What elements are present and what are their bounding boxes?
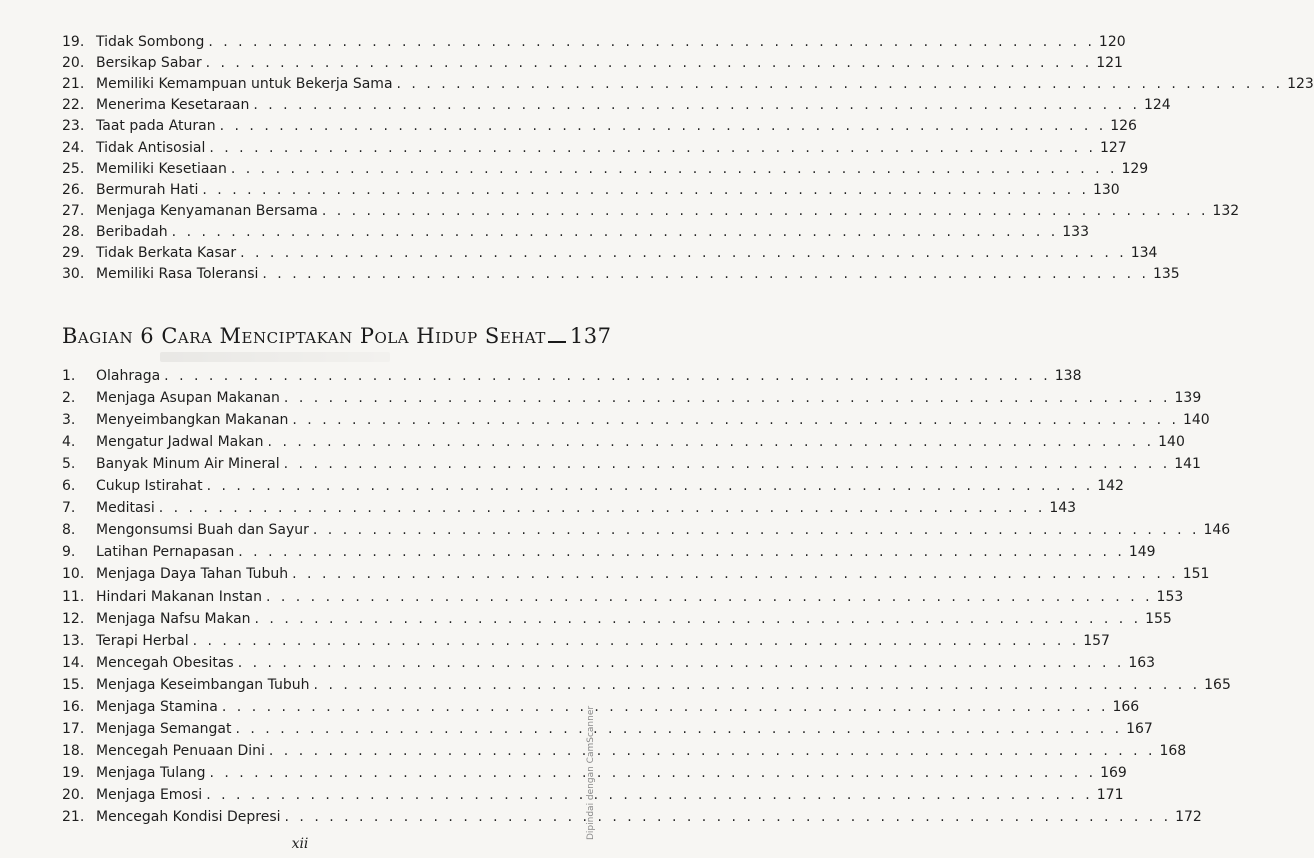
entry-number: 3. xyxy=(62,412,76,429)
toc-entry xyxy=(62,28,1126,50)
entry-number: 16. xyxy=(62,698,85,715)
entry-page-number: 151 xyxy=(1182,566,1210,583)
entry-page-number: 168 xyxy=(1159,742,1187,759)
entry-number: 2. xyxy=(62,390,76,407)
entry-page-number: 138 xyxy=(1054,368,1082,384)
entry-number: 24. xyxy=(62,139,85,156)
entry-title: Menjaga Nafsu Makan xyxy=(96,610,251,627)
dot-leader: . . . . . . . . . . . . . . . . . . . . . . . . . . . . . . . . . . . . . . . . . . . . . . . . . . . . . . . . . . . . xyxy=(235,720,1123,737)
entry-page-number: 126 xyxy=(1110,118,1137,135)
entry-title: Tidak Antisosial xyxy=(96,139,206,156)
toc-entry xyxy=(62,715,1153,737)
entry-title: Menjaga Kenyamanan Bersama xyxy=(96,202,318,219)
entry-number: 7. xyxy=(62,500,76,517)
toc-entry xyxy=(62,803,1202,825)
entry-number: 10. xyxy=(62,566,85,583)
dot-leader: . . . . . . . . . . . . . . . . . . . . . . . . . . . . . . . . . . . . . . . . . . . . . . . . . . . . . . . . . . . . xyxy=(221,698,1109,715)
entry-title: Memiliki Kesetiaan xyxy=(96,160,227,177)
dot-leader: . . . . . . . . . . . . . . . . . . . . . . . . . . . . . . . . . . . . . . . . . . . . . . . . . . . . . . . . . . . . xyxy=(313,676,1201,693)
toc-entry xyxy=(62,671,1231,693)
entry-title: Mencegah Penuaan Dini xyxy=(96,742,265,759)
entry-number: 25. xyxy=(62,160,85,177)
entry-page-number: 149 xyxy=(1128,544,1156,561)
entry-page-number: 142 xyxy=(1097,478,1124,495)
entry-title: Bermurah Hati xyxy=(96,181,199,198)
dot-leader: . . . . . . . . . . . . . . . . . . . . . . . . . . . . . . . . . . . . . . . . . . . . . . . . . . . . . . . . . . . . xyxy=(284,809,1172,825)
scanner-watermark-text: Dipindai dengan CamScanner xyxy=(586,705,596,840)
entry-number: 17. xyxy=(62,720,85,737)
entry-number: 28. xyxy=(62,223,85,240)
entry-title: Terapi Herbal xyxy=(96,632,189,649)
entry-title: Mengatur Jadwal Makan xyxy=(96,434,264,451)
entry-title: Menyeimbangkan Makanan xyxy=(96,412,289,429)
entry-page-number: 132 xyxy=(1212,202,1240,219)
toc-entry xyxy=(62,693,1140,715)
entry-page-number: 141 xyxy=(1174,456,1201,473)
section-page-number: 137 xyxy=(569,324,612,348)
dot-leader: . . . . . . . . . . . . . . . . . . . . . . . . . . . . . . . . . . . . . . . . . . . . . . . . . . . . . . . . . . . . xyxy=(206,786,1093,803)
toc-entry xyxy=(62,627,1110,649)
entry-number: 21. xyxy=(62,809,85,825)
entry-title: Bersikap Sabar xyxy=(96,55,202,72)
entry-page-number: 153 xyxy=(1156,588,1184,605)
dot-leader: . . . . . . . . . . . . . . . . . . . . . . . . . . . . . . . . . . . . . . . . . . . . . . . . . . . . . . . . . . . . xyxy=(164,368,1051,384)
dot-leader: . . . . . . . . . . . . . . . . . . . . . . . . . . . . . . . . . . . . . . . . . . . . . . . . . . . . . . . . . . . . xyxy=(321,202,1209,219)
entry-title: Mencegah Kondisi Depresi xyxy=(96,809,281,825)
entry-number: 21. xyxy=(62,76,85,93)
entry-title: Tidak Berkata Kasar xyxy=(96,245,237,261)
entry-number: 29. xyxy=(62,245,85,261)
dot-leader: . . . . . . . . . . . . . . . . . . . . . . . . . . . . . . . . . . . . . . . . . . . . . . . . . . . . . . . . . . . . xyxy=(396,76,1284,93)
entry-title: Taat pada Aturan xyxy=(96,118,216,135)
entry-title: Banyak Minum Air Mineral xyxy=(96,456,280,473)
dot-leader: . . . . . . . . . . . . . . . . . . . . . . . . . . . . . . . . . . . . . . . . . . . . . . . . . . . . . . . . . . . . xyxy=(283,456,1171,473)
dot-leader: . . . . . . . . . . . . . . . . . . . . . . . . . . . . . . . . . . . . . . . . . . . . . . . . . . . . . . . . . . . . xyxy=(292,412,1179,429)
entry-number: 6. xyxy=(62,478,76,495)
dot-leader: . . . . . . . . . . . . . . . . . . . . . . . . . . . . . . . . . . . . . . . . . . . . . . . . . . . . . . . . . . . . xyxy=(238,544,1125,561)
toc-entry xyxy=(62,70,1314,93)
entry-page-number: 134 xyxy=(1130,245,1158,261)
toc-entry xyxy=(62,516,1231,539)
entry-number: 19. xyxy=(62,34,85,50)
dot-leader: . . . . . . . . . . . . . . . . . . . . . . . . . . . . . . . . . . . . . . . . . . . . . . . . . . . . . . . . . . . . xyxy=(265,588,1153,605)
section-title: Bagian 6 Cara Menciptakan Pola Hidup Sehat xyxy=(62,324,546,348)
toc-entry xyxy=(62,112,1137,135)
dot-leader: . . . . . . . . . . . . . . . . . . . . . . . . . . . . . . . . . . . . . . . . . . . . . . . . . . . . . . . . . . . . xyxy=(209,764,1097,781)
entry-number: 19. xyxy=(62,764,85,781)
entry-page-number: 143 xyxy=(1049,500,1077,517)
entry-title: Olahraga xyxy=(96,368,161,384)
toc-entry xyxy=(62,605,1172,627)
page-folio: xii xyxy=(291,836,309,852)
entry-title: Beribadah xyxy=(96,223,168,240)
entry-title: Mengonsumsi Buah dan Sayur xyxy=(96,522,309,539)
toc-entry xyxy=(62,218,1089,240)
dot-leader: . . . . . . . . . . . . . . . . . . . . . . . . . . . . . . . . . . . . . . . . . . . . . . . . . . . . . . . . . . . . xyxy=(230,160,1118,177)
dot-leader: . . . . . . . . . . . . . . . . . . . . . . . . . . . . . . . . . . . . . . . . . . . . . . . . . . . . . . . . . . . . xyxy=(171,223,1059,240)
entry-number: 15. xyxy=(62,676,85,693)
toc-entry xyxy=(62,450,1201,473)
entry-title: Menjaga Asupan Makanan xyxy=(96,390,280,407)
entry-page-number: 130 xyxy=(1092,181,1120,198)
toc-entry xyxy=(62,649,1156,671)
entry-page-number: 157 xyxy=(1083,632,1110,649)
dot-leader: . . . . . . . . . . . . . . . . . . . . . . . . . . . . . . . . . . . . . . . . . . . . . . . . . . . . . . . . . . . . xyxy=(192,632,1080,649)
entry-title: Menjaga Semangat xyxy=(96,720,232,737)
entry-page-number: 127 xyxy=(1099,139,1127,156)
dot-leader: . . . . . . . . . . . . . . . . . . . . . . . . . . . . . . . . . . . . . . . . . . . . . . . . . . . . . . . . . . . . xyxy=(254,610,1142,627)
entry-number: 1. xyxy=(62,368,76,384)
entry-title: Memiliki Rasa Toleransi xyxy=(96,266,259,283)
toc-entry xyxy=(62,384,1202,407)
entry-page-number: 146 xyxy=(1203,522,1231,539)
entry-title: Menerima Kesetaraan xyxy=(96,97,250,114)
toc-entry xyxy=(62,759,1127,781)
toc-entry xyxy=(62,239,1158,261)
entry-page-number: 167 xyxy=(1126,720,1153,737)
dot-leader: . . . . . . . . . . . . . . . . . . . . . . . . . . . . . . . . . . . . . . . . . . . . . . . . . . . . . . . . . . . . xyxy=(268,742,1156,759)
dot-leader: . . . . . . . . . . . . . . . . . . . . . . . . . . . . . . . . . . . . . . . . . . . . . . . . . . . . . . . . . . . . xyxy=(237,654,1125,671)
toc-entry xyxy=(62,260,1180,283)
entry-page-number: 129 xyxy=(1121,160,1149,177)
entry-page-number: 120 xyxy=(1098,34,1126,50)
entry-number: 26. xyxy=(62,181,85,198)
entry-page-number: 166 xyxy=(1112,698,1140,715)
dot-leader: . . . . . . . . . . . . . . . . . . . . . . . . . . . . . . . . . . . . . . . . . . . . . . . . . . . . . . . . . . . . xyxy=(158,500,1046,517)
entry-number: 22. xyxy=(62,97,85,114)
dot-leader: . . . . . . . . . . . . . . . . . . . . . . . . . . . . . . . . . . . . . . . . . . . . . . . . . . . . . . . . . . . . xyxy=(292,566,1179,583)
dot-leader: . . . . . . . . . . . . . . . . . . . . . . . . . . . . . . . . . . . . . . . . . . . . . . . . . . . . . . . . . . . . xyxy=(267,434,1155,451)
entry-number: 4. xyxy=(62,434,76,451)
toc-entry xyxy=(62,737,1187,759)
dot-leader: . . . . . . . . . . . . . . . . . . . . . . . . . . . . . . . . . . . . . . . . . . . . . . . . . . . . . . . . . . . . xyxy=(209,139,1096,156)
leader-line xyxy=(548,341,566,343)
entry-title: Menjaga Keseimbangan Tubuh xyxy=(96,676,310,693)
entry-number: 8. xyxy=(62,522,76,539)
entry-number: 14. xyxy=(62,654,85,671)
dot-leader: . . . . . . . . . . . . . . . . . . . . . . . . . . . . . . . . . . . . . . . . . . . . . . . . . . . . . . . . . . . . xyxy=(208,34,1095,50)
entry-number: 20. xyxy=(62,786,85,803)
toc-entry xyxy=(62,583,1184,605)
dot-leader: . . . . . . . . . . . . . . . . . . . . . . . . . . . . . . . . . . . . . . . . . . . . . . . . . . . . . . . . . . . . xyxy=(206,478,1094,495)
entry-number: 27. xyxy=(62,202,85,219)
entry-page-number: 163 xyxy=(1128,654,1156,671)
toc-entry xyxy=(62,472,1124,495)
toc-entry xyxy=(62,494,1077,517)
entry-title: Latihan Pernapasan xyxy=(96,544,235,561)
entry-page-number: 171 xyxy=(1096,786,1124,803)
entry-number: 9. xyxy=(62,544,76,561)
entry-title: Menjaga Daya Tahan Tubuh xyxy=(96,566,289,583)
dot-leader: . . . . . . . . . . . . . . . . . . . . . . . . . . . . . . . . . . . . . . . . . . . . . . . . . . . . . . . . . . . . xyxy=(262,266,1149,283)
entry-title: Menjaga Emosi xyxy=(96,786,203,803)
entry-page-number: 139 xyxy=(1174,390,1202,407)
entry-number: 30. xyxy=(62,266,85,283)
entry-page-number: 123 xyxy=(1287,76,1314,93)
entry-title: Mencegah Obesitas xyxy=(96,654,234,671)
entry-page-number: 169 xyxy=(1100,764,1127,781)
entry-page-number: 155 xyxy=(1145,610,1172,627)
entry-title: Meditasi xyxy=(96,500,155,517)
toc-entry xyxy=(62,176,1120,198)
entry-page-number: 133 xyxy=(1062,223,1089,240)
dot-leader: . . . . . . . . . . . . . . . . . . . . . . . . . . . . . . . . . . . . . . . . . . . . . . . . . . . . . . . . . . . . xyxy=(240,245,1127,261)
toc-entry xyxy=(62,781,1124,803)
entry-title: Hindari Makanan Instan xyxy=(96,588,262,605)
entry-number: 5. xyxy=(62,456,76,473)
dot-leader: . . . . . . . . . . . . . . . . . . . . . . . . . . . . . . . . . . . . . . . . . . . . . . . . . . . . . . . . . . . . xyxy=(205,55,1093,72)
entry-page-number: 135 xyxy=(1152,266,1180,283)
entry-number: 20. xyxy=(62,55,85,72)
entry-title: Menjaga Tulang xyxy=(96,764,206,781)
entry-number: 11. xyxy=(62,588,85,605)
bleed-through-text xyxy=(160,352,390,362)
dot-leader: . . . . . . . . . . . . . . . . . . . . . . . . . . . . . . . . . . . . . . . . . . . . . . . . . . . . . . . . . . . . xyxy=(312,522,1200,539)
entry-number: 18. xyxy=(62,742,85,759)
entry-page-number: 140 xyxy=(1182,412,1210,429)
entry-title: Menjaga Stamina xyxy=(96,698,218,715)
toc-entry xyxy=(62,428,1185,451)
entry-page-number: 121 xyxy=(1096,55,1123,72)
toc-entry xyxy=(62,91,1171,114)
entry-title: Cukup Istirahat xyxy=(96,478,203,495)
entry-number: 12. xyxy=(62,610,85,627)
entry-number: 23. xyxy=(62,118,85,135)
toc-entry xyxy=(62,406,1210,429)
entry-page-number: 172 xyxy=(1175,809,1202,825)
toc-entry xyxy=(62,49,1123,72)
toc-entry xyxy=(62,134,1127,156)
toc-entry xyxy=(62,538,1156,561)
toc-entry xyxy=(62,197,1240,219)
toc-entry xyxy=(62,560,1210,583)
dot-leader: . . . . . . . . . . . . . . . . . . . . . . . . . . . . . . . . . . . . . . . . . . . . . . . . . . . . . . . . . . . . xyxy=(253,97,1140,114)
dot-leader: . . . . . . . . . . . . . . . . . . . . . . . . . . . . . . . . . . . . . . . . . . . . . . . . . . . . . . . . . . . . xyxy=(283,390,1171,407)
entry-title: Memiliki Kemampuan untuk Bekerja Sama xyxy=(96,76,393,93)
toc-entry xyxy=(62,362,1082,384)
entry-page-number: 140 xyxy=(1158,434,1185,451)
entry-page-number: 124 xyxy=(1143,97,1171,114)
entry-title: Tidak Sombong xyxy=(96,34,205,50)
dot-leader: . . . . . . . . . . . . . . . . . . . . . . . . . . . . . . . . . . . . . . . . . . . . . . . . . . . . . . . . . . . . xyxy=(219,118,1107,135)
dot-leader: . . . . . . . . . . . . . . . . . . . . . . . . . . . . . . . . . . . . . . . . . . . . . . . . . . . . . . . . . . . . xyxy=(202,181,1089,198)
section-heading xyxy=(62,314,612,348)
toc-entry xyxy=(62,155,1149,177)
entry-page-number: 165 xyxy=(1204,676,1231,693)
entry-number: 13. xyxy=(62,632,85,649)
